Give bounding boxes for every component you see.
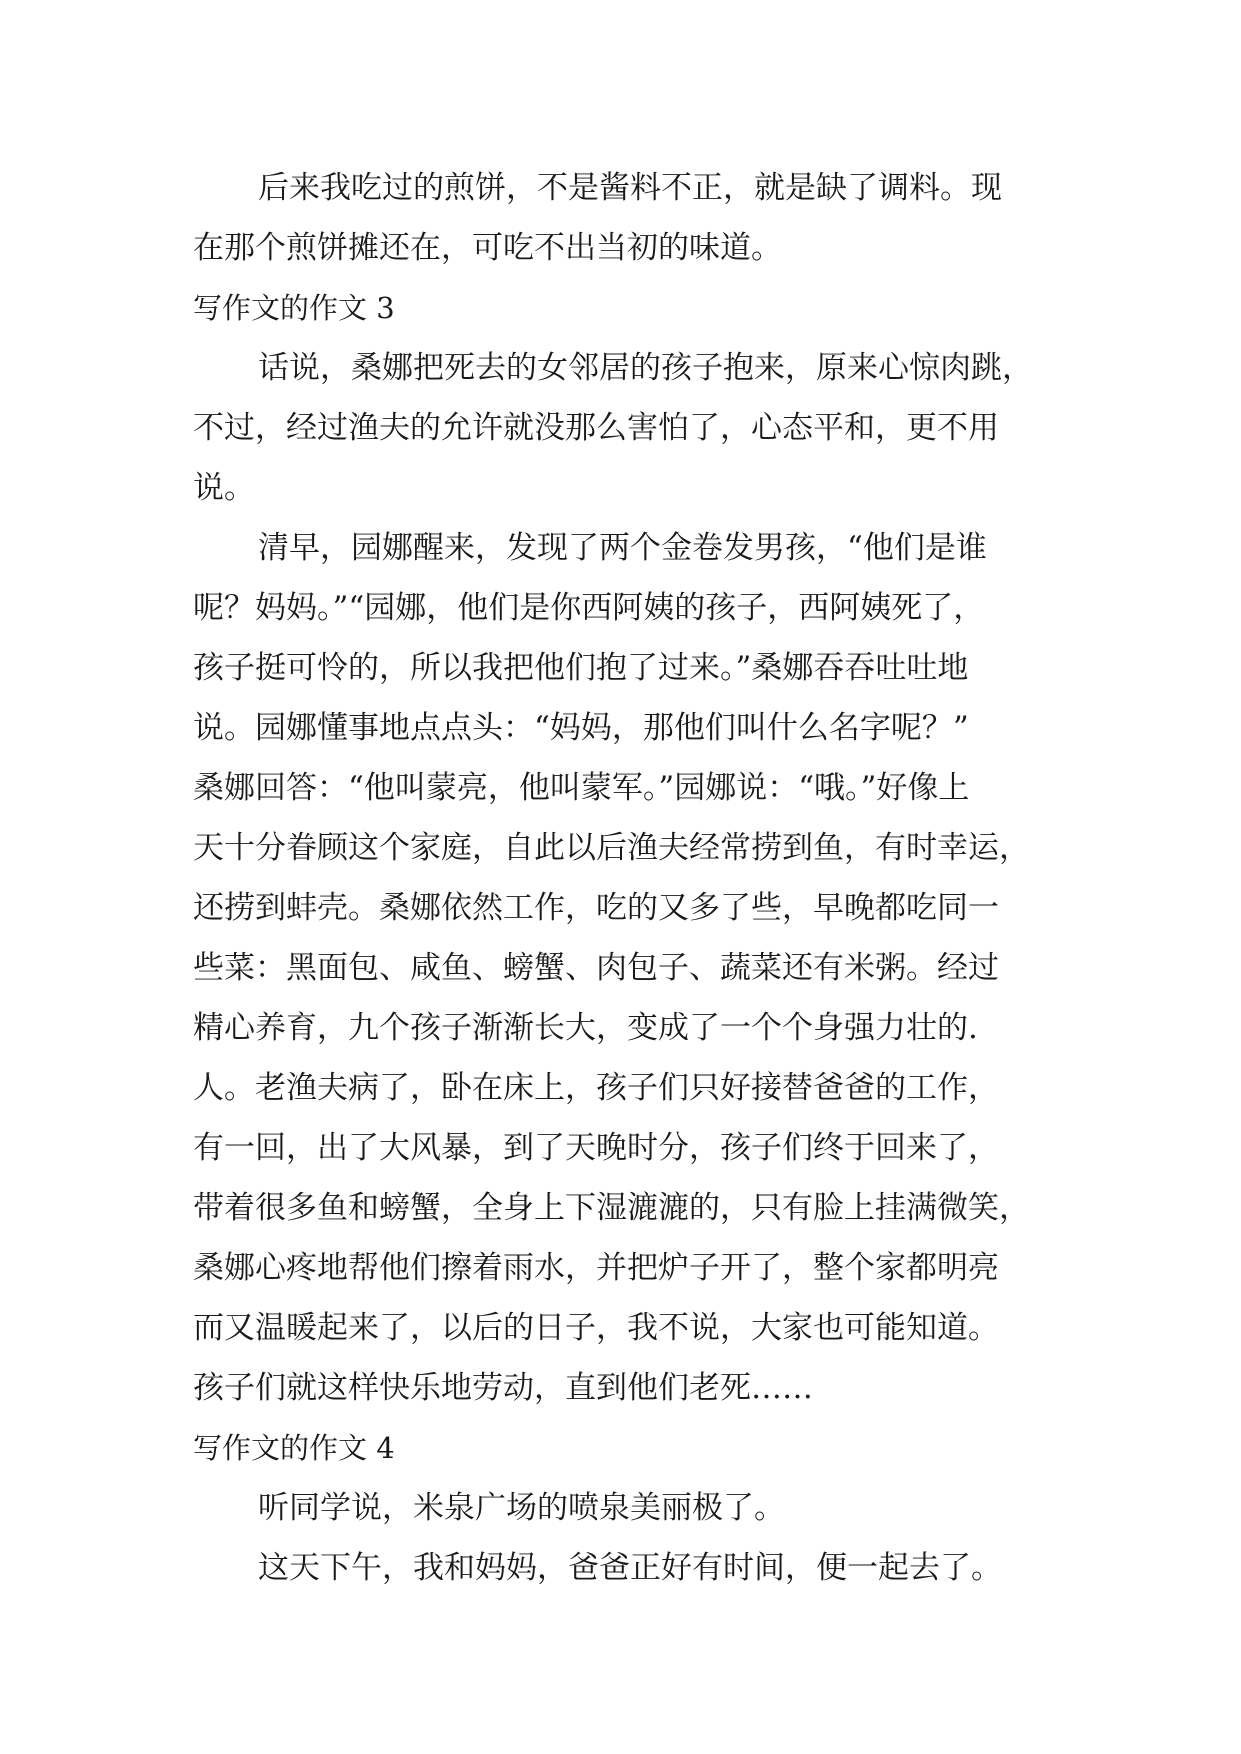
paragraph-line: 有一回，出了大风暴，到了天晚时分，孩子们终于回来了， [193,1130,999,1166]
paragraph-line: 孩子挺可怜的，所以我把他们抱了过来。”桑娜吞吞吐吐地 [193,650,969,686]
paragraph-line: 听同学说，米泉广场的喷泉美丽极了。 [258,1490,785,1526]
paragraph-line: 说。 [193,470,255,506]
paragraph-line: 桑娜回答：“他叫蒙亮，他叫蒙军。”园娜说：“哦。”好像上 [193,770,970,806]
paragraph-line: 这天下午，我和妈妈，爸爸正好有时间，便一起去了。 [258,1550,1002,1586]
paragraph-line: 不过，经过渔夫的允许就没那么害怕了，心态平和，更不用 [193,410,999,446]
paragraph-line: 桑娜心疼地帮他们擦着雨水，并把炉子开了，整个家都明亮 [193,1250,999,1286]
paragraph-line: 还捞到蚌壳。桑娜依然工作，吃的又多了些，早晚都吃同一 [193,890,999,926]
paragraph-line: 人。老渔夫病了，卧在床上，孩子们只好接替爸爸的工作， [193,1070,999,1106]
paragraph-line: 话说，桑娜把死去的女邻居的孩子抱来，原来心惊肉跳， [258,350,1033,386]
paragraph-line: 清早，园娜醒来，发现了两个金卷发男孩，“他们是谁 [258,530,987,566]
paragraph-line: 在那个煎饼摊还在，可吃不出当初的味道。 [193,230,782,266]
section-heading: 写作文的作文 4 [193,1431,395,1465]
paragraph-line: 带着很多鱼和螃蟹，全身上下湿漉漉的，只有脸上挂满微笑， [193,1190,1030,1226]
paragraph-line: 精心养育，九个孩子渐渐长大，变成了一个个身强力壮的. [193,1010,978,1046]
paragraph-line: 孩子们就这样快乐地劳动，直到他们老死…… [193,1370,813,1406]
paragraph-line: 呢？妈妈。”“园娜，他们是你西阿姨的孩子，西阿姨死了， [193,590,985,626]
paragraph-line: 说。园娜懂事地点点头：“妈妈，那他们叫什么名字呢？” [193,710,969,746]
paragraph-line: 天十分眷顾这个家庭，自此以后渔夫经常捞到鱼，有时幸运， [193,830,1030,866]
section-heading: 写作文的作文 3 [193,291,395,325]
paragraph-line: 后来我吃过的煎饼，不是酱料不正，就是缺了调料。现 [258,170,1002,206]
paragraph-line: 些菜：黑面包、咸鱼、螃蟹、肉包子、蔬菜还有米粥。经过 [193,950,999,986]
paragraph-line: 而又温暖起来了，以后的日子，我不说，大家也可能知道。 [193,1310,999,1346]
